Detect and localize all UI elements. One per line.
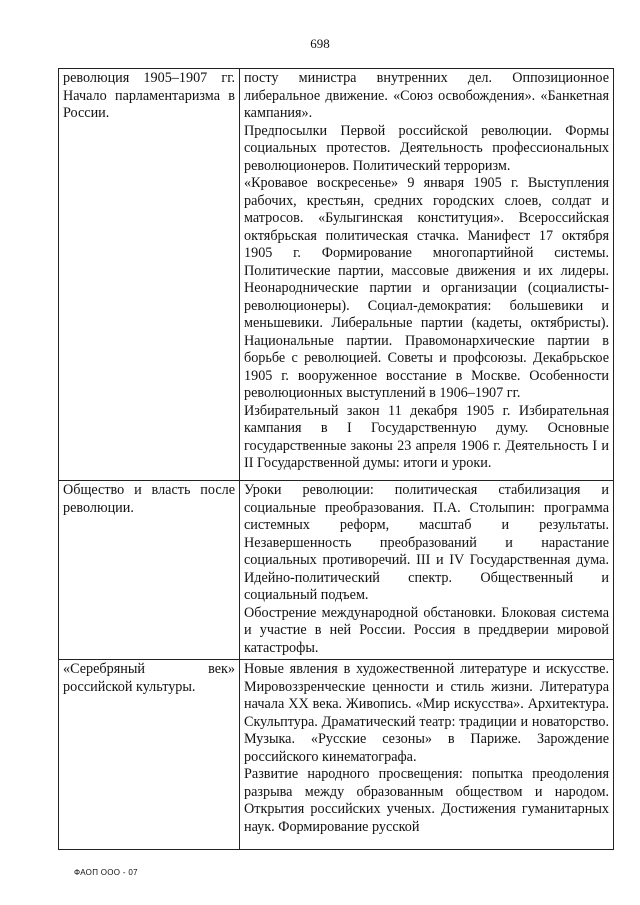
content-cell <box>240 660 614 850</box>
content-paragraph: Предпосылки Первой российской революции. Формы социальных протестов. Деятельность профессиональных революционеров. Политический терроризм. <box>244 122 609 174</box>
content-paragraph: Уроки революции: политическая стабилизация и социальные преобразования. П.А. Столыпин: программа системных реформ, масштаб и результаты. Незавершенность преобразований и нарастание социальных противоречий. III и IV Государственная дума. Идейно-политический спектр. Общественный и социальный подъем. <box>244 482 609 603</box>
content-cell <box>240 69 614 481</box>
table-row <box>59 69 614 481</box>
curriculum-table <box>58 68 614 850</box>
content-paragraph: Обострение международной обстановки. Блоковая система и участие в ней России. Россия в преддверии мировой катастрофы. <box>244 604 609 656</box>
content-paragraph: Избирательный закон 11 декабря 1905 г. Избирательная кампания в I Государственную думу. Основные государственные законы 23 апреля 1906 г. Деятельность I и II Государственной думы: итоги и уроки. <box>244 402 609 471</box>
content-paragraph: Развитие народного просвещения: попытка преодоления разрыва между образованным обществом и народом. Открытия российских ученых. Достижения гуманитарных наук. Формирование русской <box>244 766 609 835</box>
table-row <box>59 481 614 660</box>
content-paragraph: «Кровавое воскресенье» 9 января 1905 г. Выступления рабочих, крестьян, средних городских слоев, солдат и матросов. «Булыгинская конституция». Всероссийская октябрьская политическая стачка. Манифест 17 октября 1905 г. Формирование многопартийной системы. Политические партии, массовые движения и их лидеры. Неонароднические партии и организации (социалисты-революционеры). Социал-демократия: большевики и меньшевики. Либеральные партии (кадеты, октябристы). Национальные партии. Правомонархические партии в борьбе с революцией. Советы и профсоюзы. Декабрьское 1905 г. вооруженное восстание в Москве. Особенности революционных выступлений в 1906–1907 гг. <box>244 175 609 401</box>
topic-cell: «Серебряный век» российской культуры. <box>59 660 240 850</box>
topic-cell: Общество и власть после революции. <box>59 481 240 660</box>
topic-cell: революция 1905–1907 гг. Начало парламентаризма в России. <box>59 69 240 481</box>
table-row <box>59 660 614 850</box>
content-paragraph: посту министра внутренних дел. Оппозиционное либеральное движение. «Союз освобождения». «Банкетная кампания». <box>244 70 609 121</box>
content-cell <box>240 481 614 660</box>
page-number: 698 <box>310 36 330 51</box>
footer-code: ФАОП ООО - 07 <box>74 868 138 877</box>
content-paragraph: Новые явления в художественной литературе и искусстве. Мировоззренческие ценности и стиль жизни. Литература начала XX века. Живопись. «Мир искусства». Архитектура. Скульптура. Драматический театр: традиции и новаторство. Музыка. «Русские сезоны» в Париже. Зарождение российского кинематографа. <box>244 661 609 765</box>
